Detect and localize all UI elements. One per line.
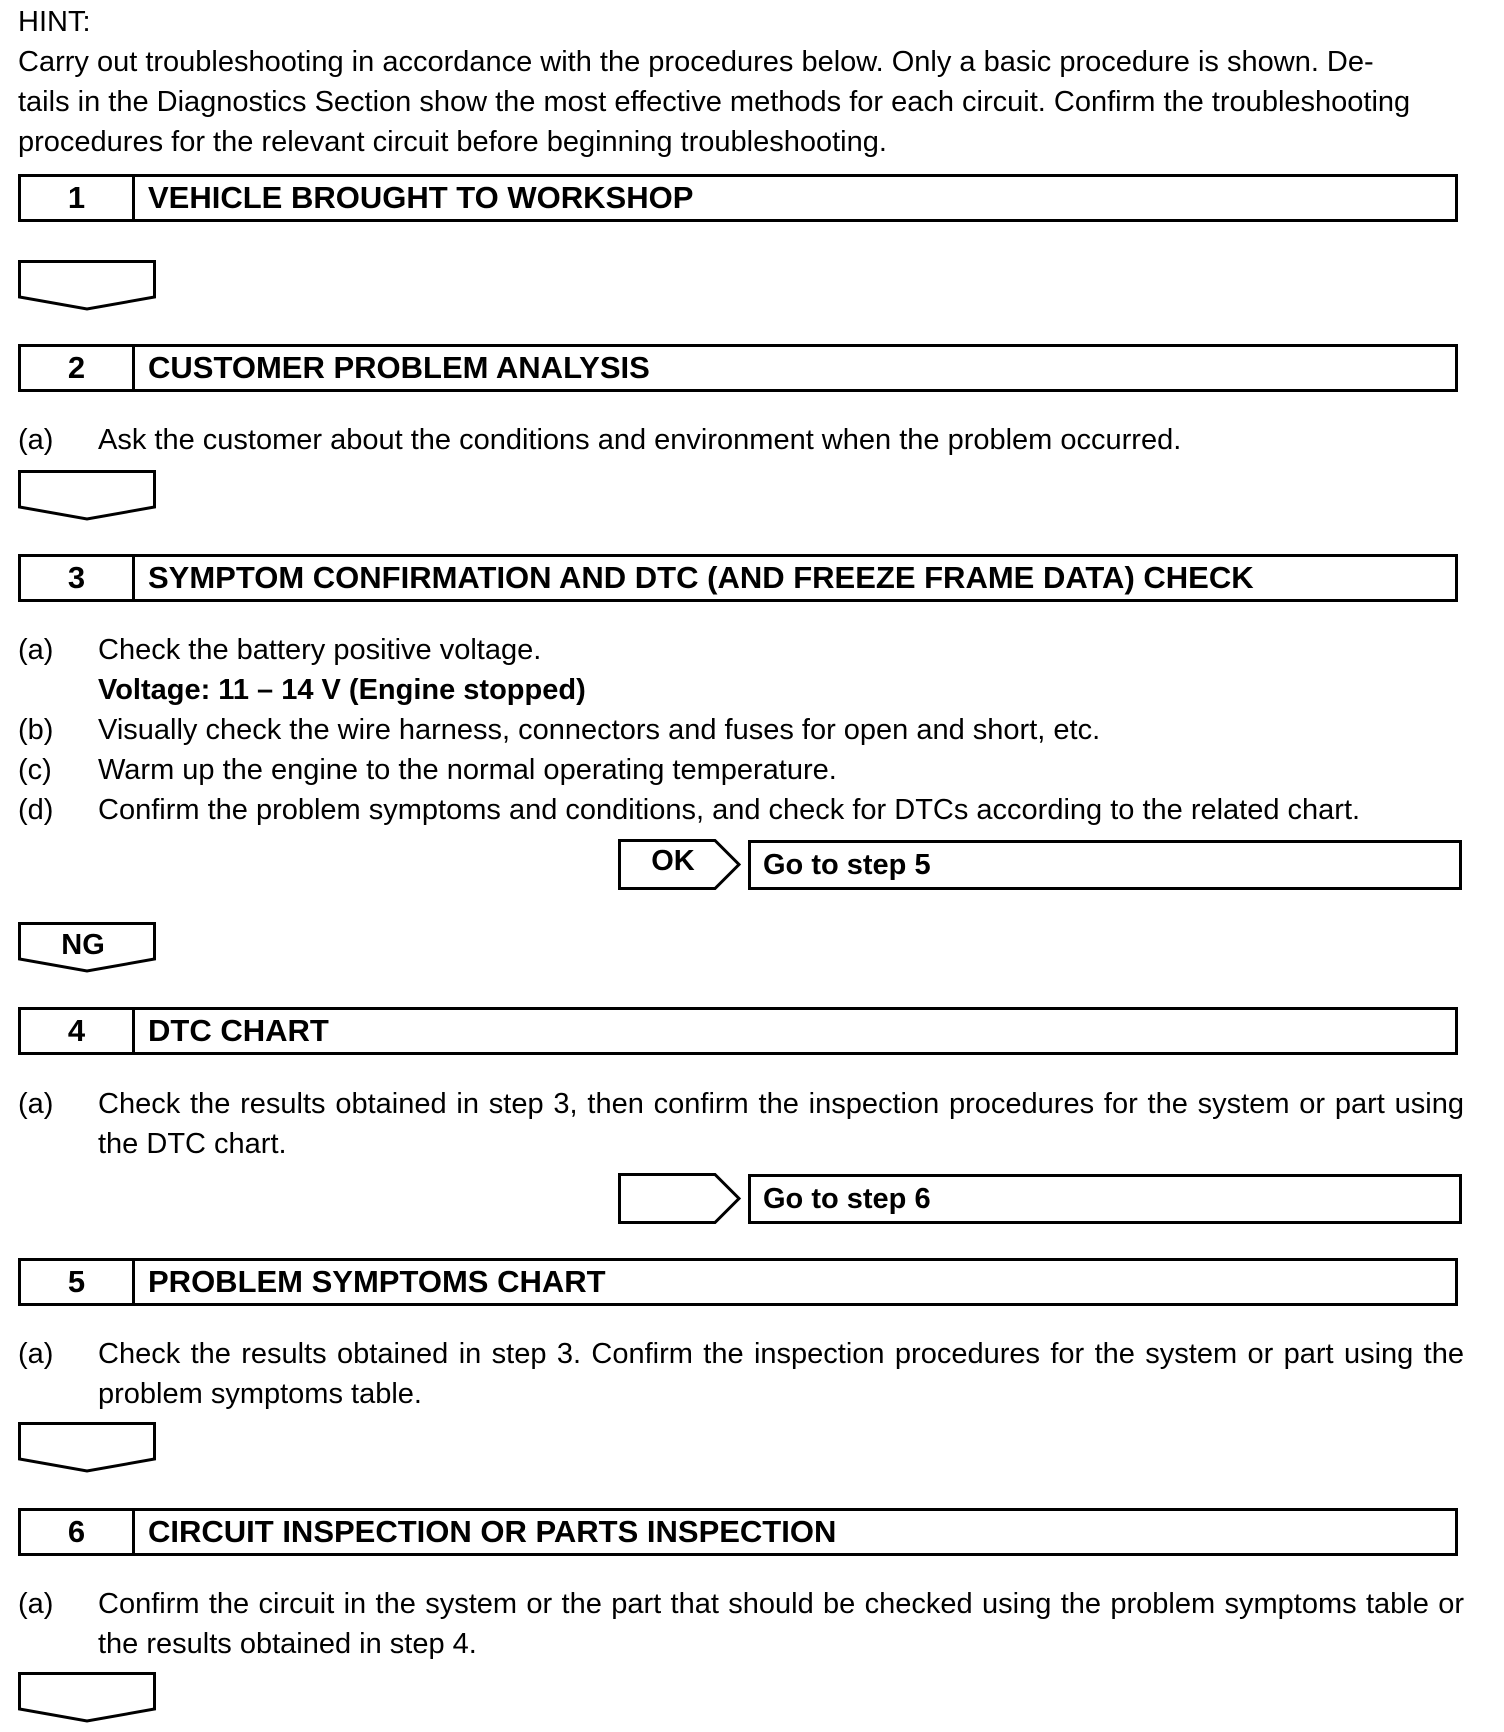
step-3-item-d-text: Confirm the problem symptoms and conditions, and check for DTCs according to the related chart. <box>98 794 1361 826</box>
down-arrow-icon <box>18 1672 156 1724</box>
step-3-item-d-marker: (d) <box>18 794 54 826</box>
step-2-number: 2 <box>21 347 135 389</box>
hint-line-1: Carry out troubleshooting in accordance with the procedures below. Only a basic procedure is shown. De- <box>18 46 1374 78</box>
step-4-box <box>18 1007 1458 1055</box>
step-2-item-marker: (a) <box>18 424 54 456</box>
step-3-voltage-spec: Voltage: 11 – 14 V (Engine stopped) <box>98 674 586 706</box>
step-3-number: 3 <box>21 557 135 599</box>
step-2-item-text: Ask the customer about the conditions and environment when the problem occurred. <box>98 424 1182 456</box>
step-3-item-c-marker: (c) <box>18 754 52 786</box>
ng-label: NG <box>61 929 105 961</box>
step-3-item-b-marker: (b) <box>18 714 54 746</box>
hint-line-3: procedures for the relevant circuit before beginning troubleshooting. <box>18 126 887 158</box>
step-5-number: 5 <box>21 1261 135 1303</box>
step-4-title: DTC CHART <box>148 1013 329 1048</box>
step-6-title: CIRCUIT INSPECTION OR PARTS INSPECTION <box>148 1514 837 1549</box>
step-3-item-a-marker: (a) <box>18 634 54 666</box>
step-3-item-b-text: Visually check the wire harness, connectors and fuses for open and short, etc. <box>98 714 1101 746</box>
go-to-step-5-box: Go to step 5 <box>748 840 1462 890</box>
step-4-item-text: Check the results obtained in step 3, then confirm the inspection procedures for the system or part using the DTC chart. <box>98 1088 1464 1160</box>
step-3-item-c-text: Warm up the engine to the normal operating temperature. <box>98 754 837 786</box>
step-3-box <box>18 554 1458 602</box>
right-arrow-icon <box>618 1173 742 1225</box>
step-2-box <box>18 344 1458 392</box>
down-arrow-icon <box>18 470 156 522</box>
step-3-title: SYMPTOM CONFIRMATION AND DTC (AND FREEZE FRAME DATA) CHECK <box>148 560 1254 595</box>
step-6-item-text: Confirm the circuit in the system or the part that should be checked using the problem symptoms table or the results obtained in step 4. <box>98 1588 1464 1660</box>
step-2-title: CUSTOMER PROBLEM ANALYSIS <box>148 350 650 385</box>
down-arrow-icon <box>18 260 156 312</box>
down-arrow-icon <box>18 1422 156 1474</box>
step-1-box <box>18 174 1458 222</box>
step-6-box <box>18 1508 1458 1556</box>
hint-line-2: tails in the Diagnostics Section show the most effective methods for each circuit. Confirm the troubleshooting <box>18 86 1411 118</box>
step-6-item-marker: (a) <box>18 1588 54 1620</box>
step-4-item-marker: (a) <box>18 1088 54 1120</box>
step-5-item-text: Check the results obtained in step 3. Confirm the inspection procedures for the system or part using the problem symptoms table. <box>98 1338 1464 1410</box>
step-5-title: PROBLEM SYMPTOMS CHART <box>148 1264 606 1299</box>
step-5-box <box>18 1258 1458 1306</box>
go-to-step-6-box: Go to step 6 <box>748 1174 1462 1224</box>
ok-label: OK <box>651 845 695 877</box>
step-1-title: VEHICLE BROUGHT TO WORKSHOP <box>148 180 694 215</box>
step-4-number: 4 <box>21 1010 135 1052</box>
hint-label: HINT: <box>18 6 91 38</box>
step-6-number: 6 <box>21 1511 135 1553</box>
step-5-item-marker: (a) <box>18 1338 54 1370</box>
step-1-number: 1 <box>21 177 135 219</box>
step-3-item-a-text: Check the battery positive voltage. <box>98 634 542 666</box>
